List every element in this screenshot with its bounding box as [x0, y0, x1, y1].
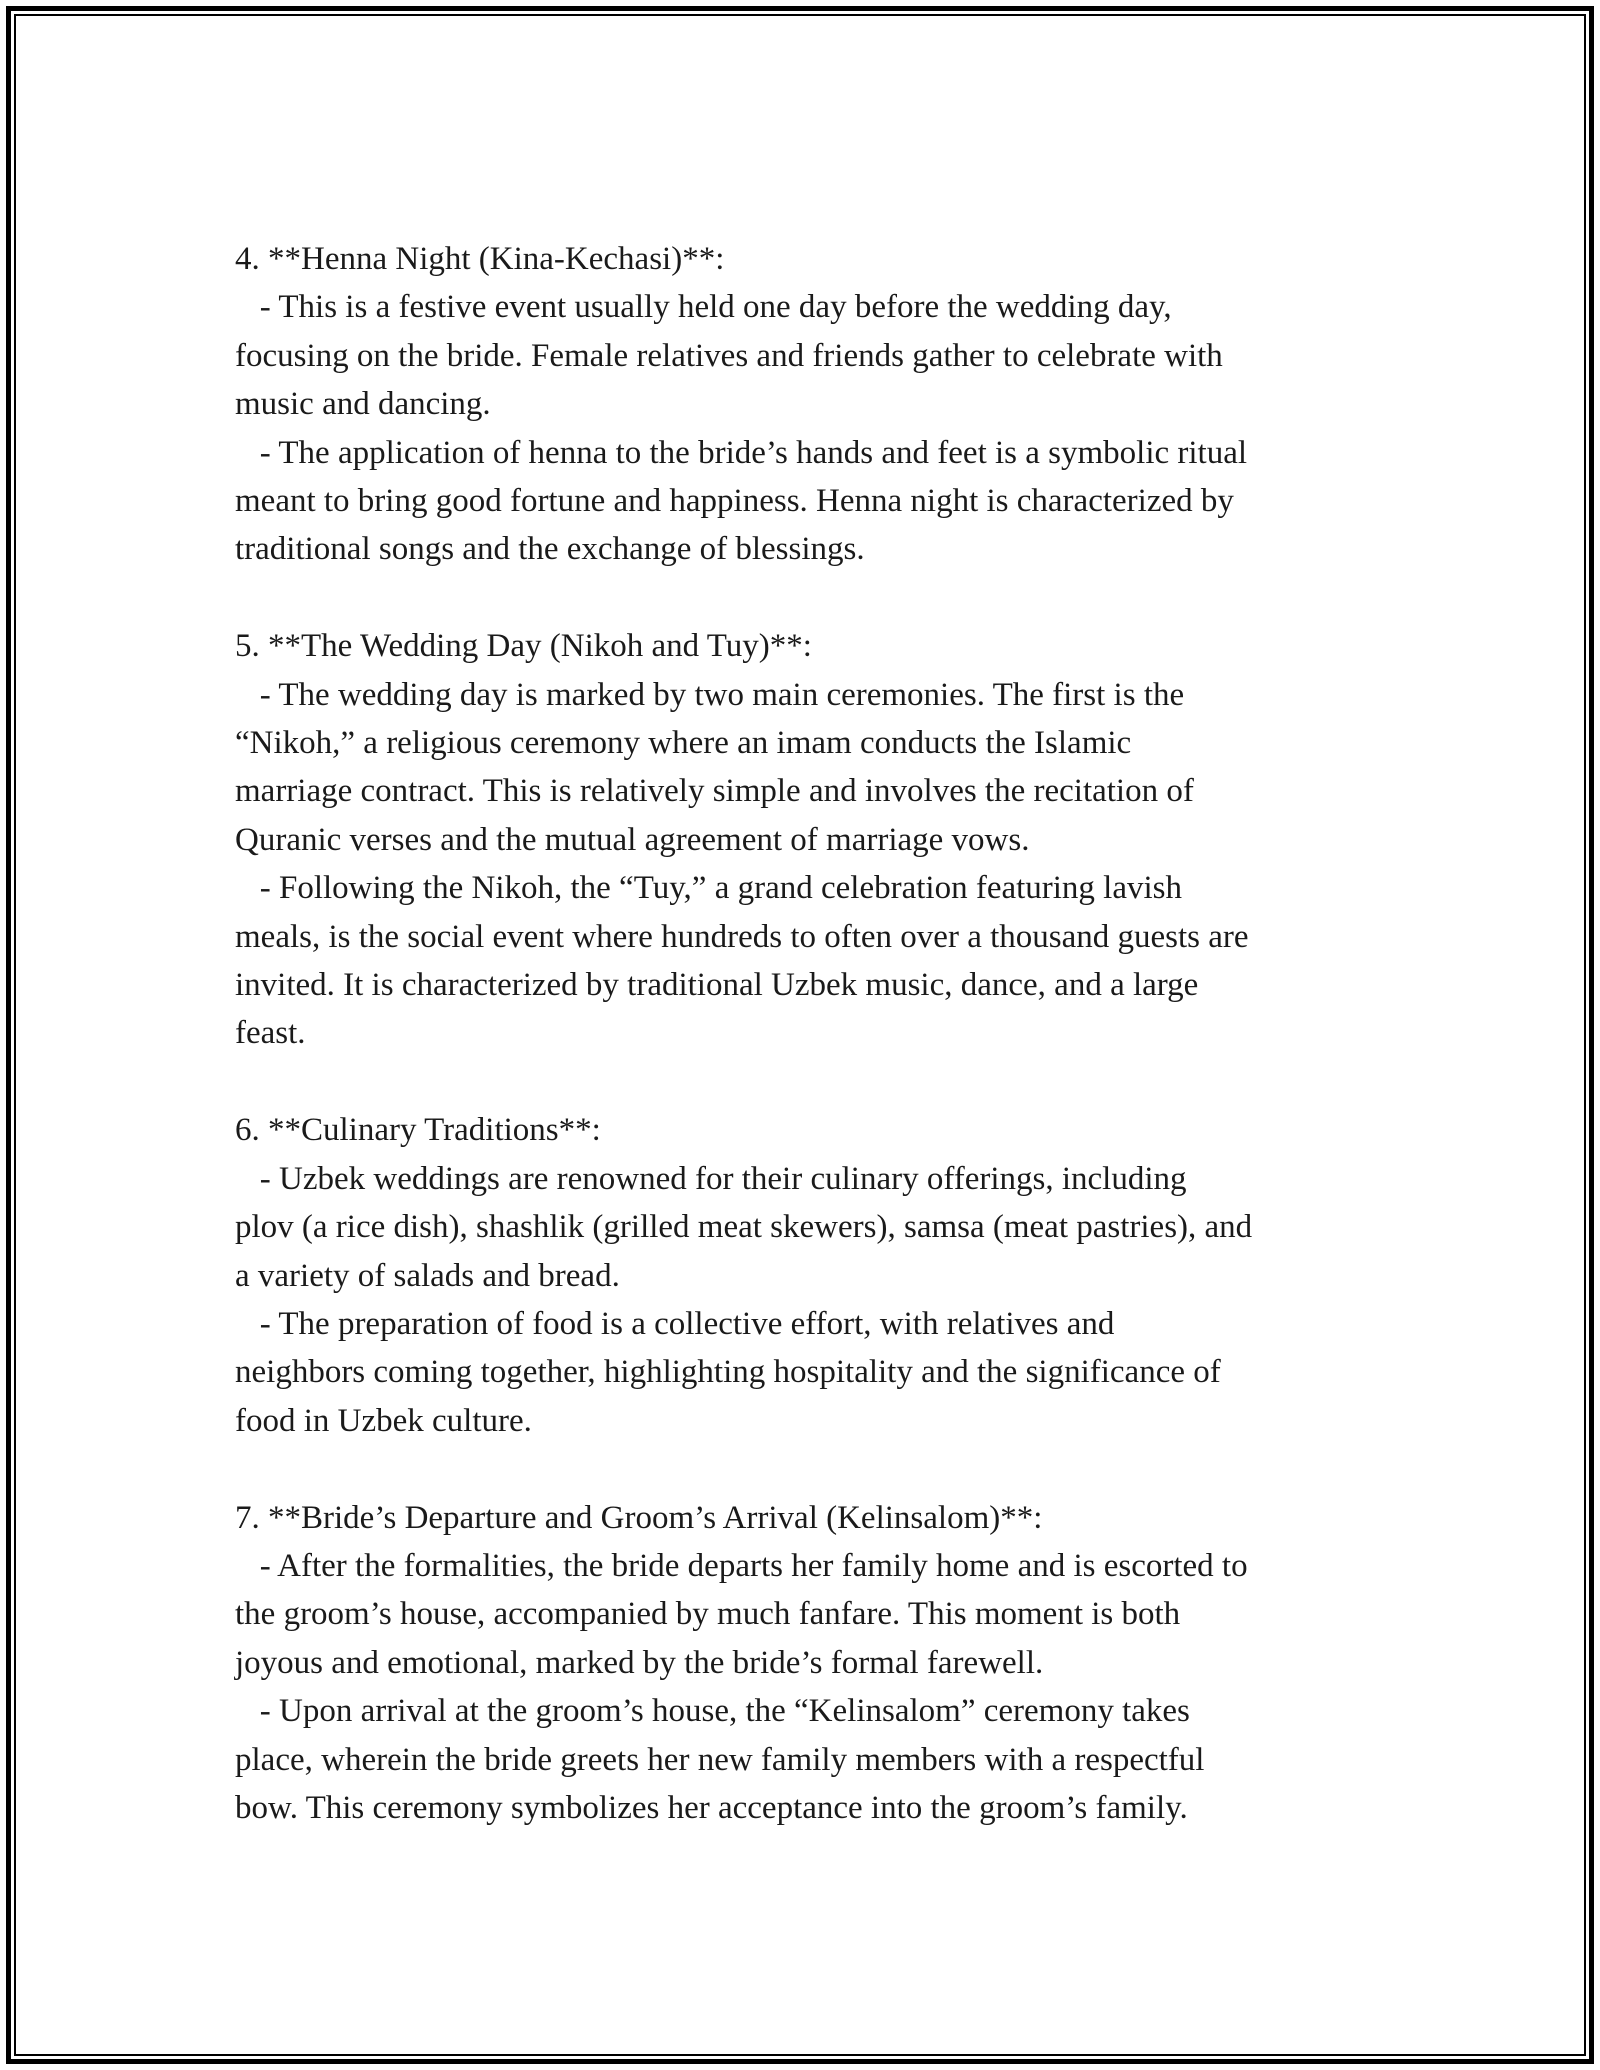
paragraph-line: - The application of henna to the bride’s hands and feet is a symbolic ritual [235, 434, 1248, 471]
paragraph-line: place, wherein the bride greets her new family members with a respectful [235, 1741, 1205, 1778]
paragraph-line: invited. It is characterized by traditional Uzbek music, dance, and a large [235, 967, 1199, 1004]
paragraph-line: joyous and emotional, marked by the bride’s formal farewell. [235, 1644, 1044, 1681]
section-heading: 5. **The Wedding Day (Nikoh and Tuy)**: [235, 628, 812, 665]
section-heading: 4. **Henna Night (Kina-Kechasi)**: [235, 241, 725, 277]
paragraph-line: the groom’s house, accompanied by much fanfare. This moment is both [235, 1596, 1181, 1633]
paragraph-line: a variety of salads and bread. [235, 1257, 620, 1294]
document-body [235, 235, 1385, 1832]
paragraph-line: - After the formalities, the bride departs her family home and is escorted to [235, 1547, 1248, 1584]
section-heading: 6. **Culinary Traditions**: [235, 1112, 601, 1149]
paragraph-line: - The wedding day is marked by two main ceremonies. The first is the [235, 676, 1185, 713]
paragraph-line: meant to bring good fortune and happiness. Henna night is characterized by [235, 483, 1234, 520]
paragraph-line: neighbors coming together, highlighting hospitality and the significance of [235, 1354, 1221, 1391]
section-heading: 7. **Bride’s Departure and Groom’s Arrival (Kelinsalom)**: [235, 1499, 1043, 1536]
paragraph-line: feast. [235, 1015, 306, 1052]
paragraph-line: - Following the Nikoh, the “Tuy,” a grand celebration featuring lavish [235, 870, 1183, 907]
section-brides-departure [235, 1494, 1385, 1833]
paragraph-line: - The preparation of food is a collective effort, with relatives and [235, 1305, 1115, 1342]
paragraph-line: food in Uzbek culture. [235, 1402, 532, 1439]
paragraph-line: meals, is the social event where hundreds to often over a thousand guests are [235, 918, 1249, 955]
paragraph-line: - Uzbek weddings are renowned for their culinary offerings, including [235, 1160, 1187, 1197]
paragraph-line: focusing on the bride. Female relatives and friends gather to celebrate with [235, 337, 1223, 374]
paragraph-line: - Upon arrival at the groom’s house, the “Kelinsalom” ceremony takes [235, 1693, 1190, 1730]
section-culinary-traditions [235, 1106, 1385, 1445]
paragraph-line: music and dancing. [235, 386, 491, 423]
paragraph-line: marriage contract. This is relatively simple and involves the recitation of [235, 773, 1194, 810]
paragraph-line: “Nikoh,” a religious ceremony where an imam conducts the Islamic [235, 725, 1132, 762]
section-henna-night [235, 235, 1385, 574]
paragraph-line: - This is a festive event usually held one day before the wedding day, [235, 289, 1172, 326]
paragraph-line: plov (a rice dish), shashlik (grilled meat skewers), samsa (meat pastries), and [235, 1209, 1253, 1246]
paragraph-line: traditional songs and the exchange of blessings. [235, 531, 865, 568]
paragraph-line: bow. This ceremony symbolizes her acceptance into the groom’s family. [235, 1789, 1188, 1826]
section-wedding-day [235, 622, 1385, 1058]
paragraph-line: Quranic verses and the mutual agreement of marriage vows. [235, 821, 1030, 858]
